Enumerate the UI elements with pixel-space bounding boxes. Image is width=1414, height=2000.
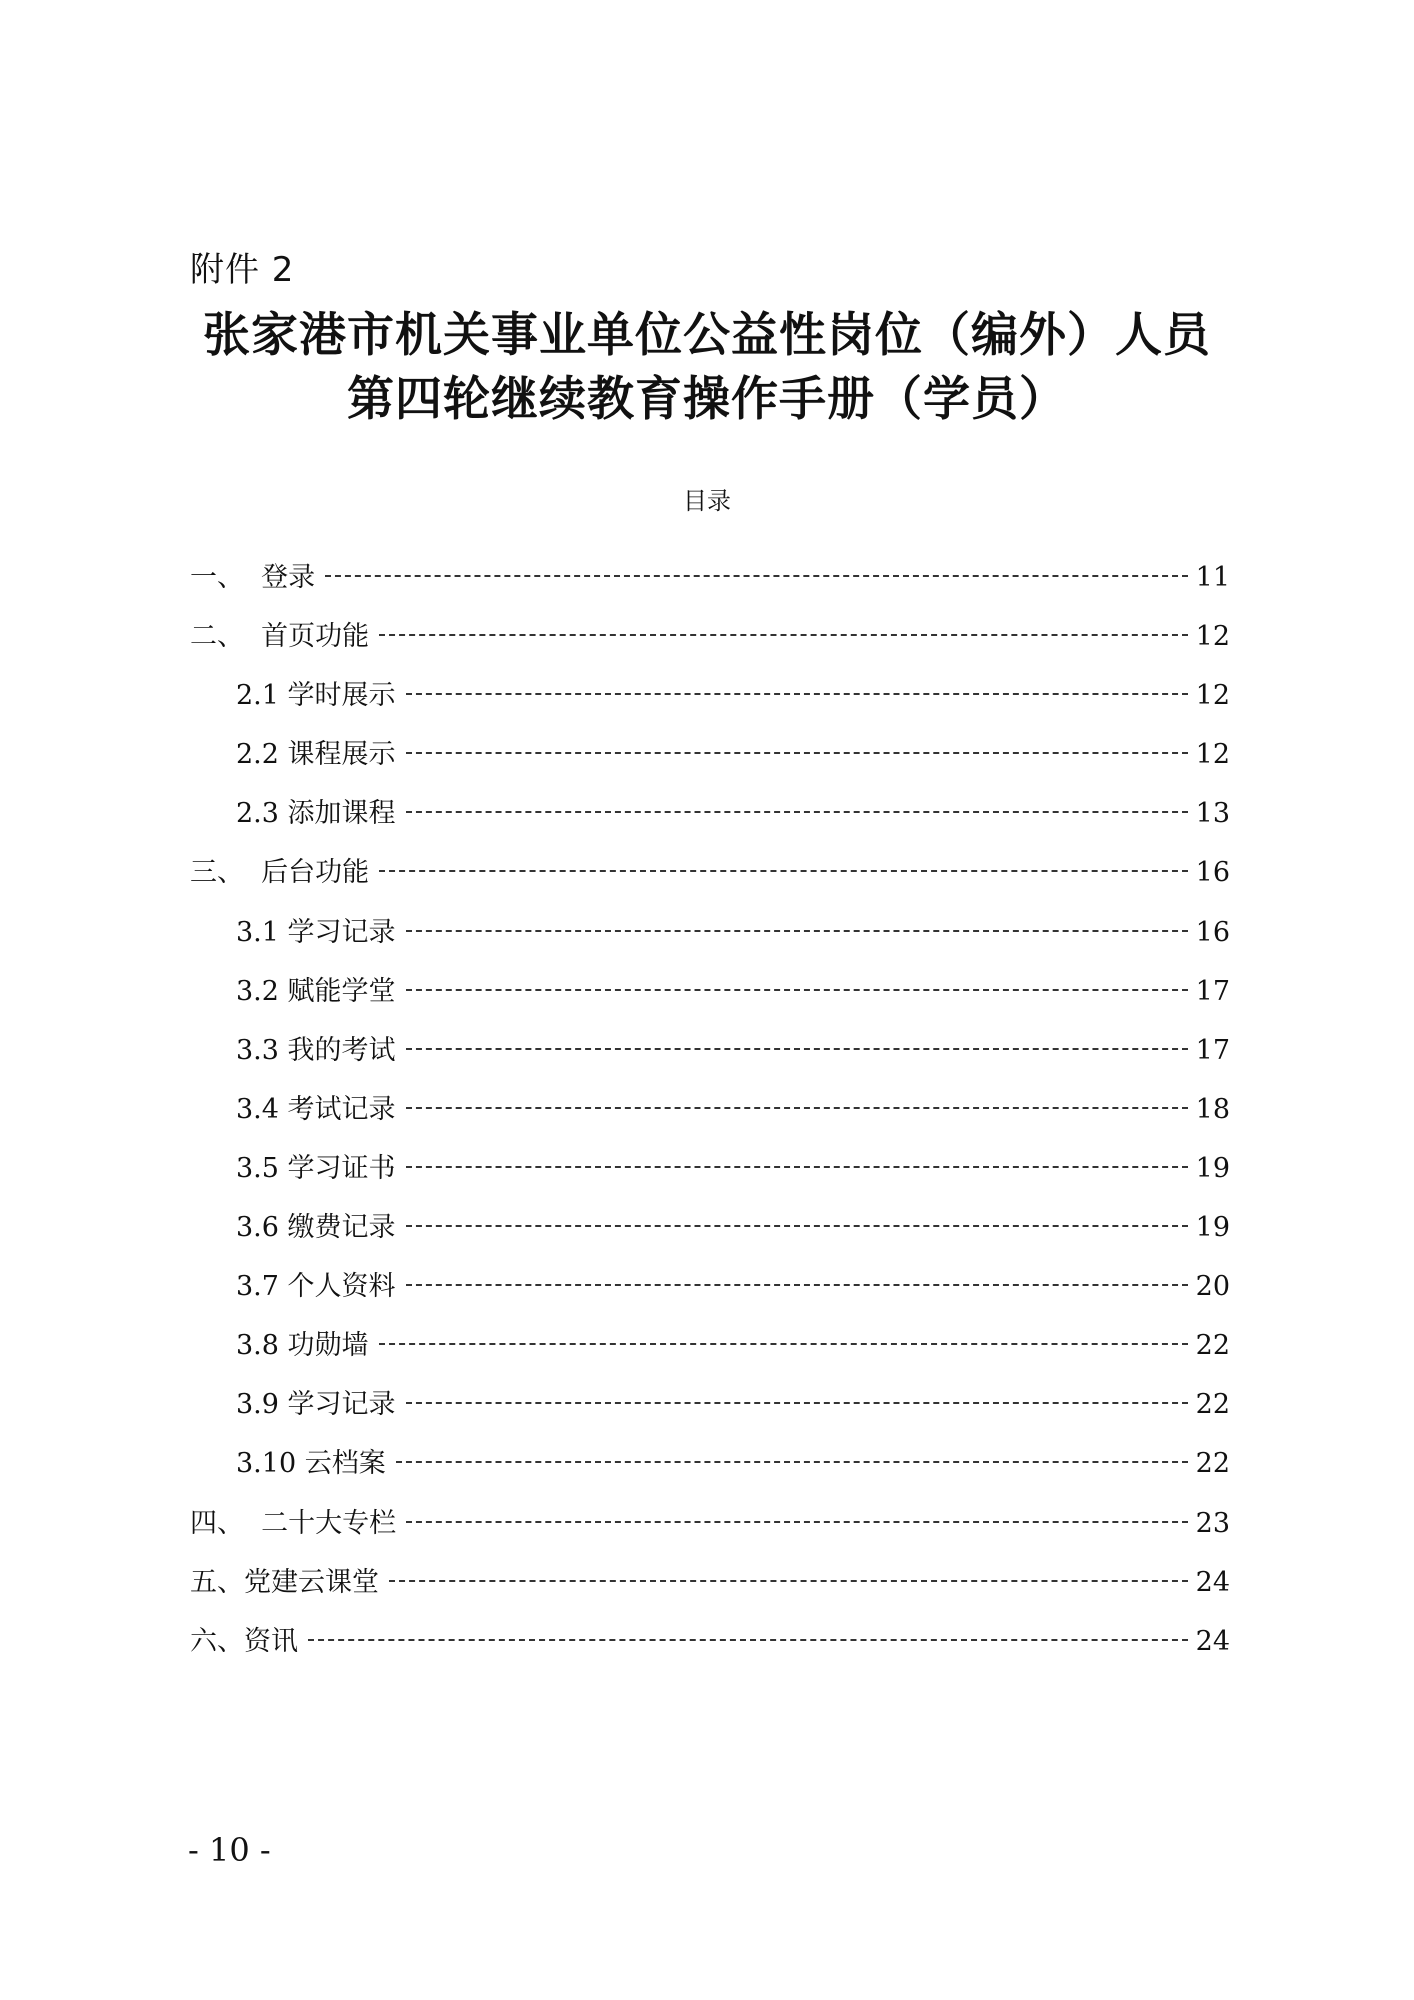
toc-dot-leader [406, 1048, 1188, 1050]
toc-entry[interactable] [190, 1387, 1230, 1446]
toc-entry[interactable] [190, 619, 1230, 678]
toc-dot-leader [389, 1580, 1188, 1582]
toc-entry-page: 22 [1195, 1330, 1230, 1362]
toc-entry-label: 3.1 学习记录 [236, 916, 396, 948]
toc-entry[interactable] [190, 1506, 1230, 1565]
toc-heading: 目录 [683, 487, 731, 515]
toc-entry-label: 2.2 课程展示 [236, 739, 396, 771]
toc-entry-label: 3.10 云档案 [236, 1448, 386, 1480]
toc-dot-leader [406, 1107, 1188, 1109]
toc-dot-leader [406, 1225, 1188, 1227]
toc-entry-page: 17 [1195, 975, 1230, 1007]
toc-entry-label: 2.3 添加课程 [236, 798, 396, 830]
toc-entry[interactable] [190, 1151, 1230, 1210]
toc-entry-label: 一、 登录 [190, 562, 316, 593]
toc-entry[interactable] [190, 1328, 1230, 1387]
toc-entry-page: 13 [1195, 798, 1230, 830]
toc-dot-leader [406, 1521, 1187, 1523]
toc-entry-page: 19 [1195, 1152, 1230, 1184]
toc-dot-leader [325, 575, 1187, 577]
toc-dot-leader [406, 1284, 1188, 1286]
toc-entry[interactable] [190, 737, 1230, 796]
toc-entry-page: 12 [1195, 680, 1230, 712]
toc-entry-page: 23 [1195, 1507, 1230, 1539]
toc-dot-leader [406, 1402, 1188, 1404]
toc-entry[interactable] [190, 678, 1230, 737]
toc-entry-label: 2.1 学时展示 [236, 680, 396, 712]
document-title-line-2: 第四轮继续教育操作手册（学员） [347, 372, 1067, 427]
toc-entry-label: 3.8 功勋墙 [236, 1330, 369, 1362]
toc-entry-label: 3.9 学习记录 [236, 1389, 396, 1421]
toc-entry-page: 12 [1195, 739, 1230, 771]
toc-dot-leader [406, 989, 1188, 991]
toc-dot-leader [379, 870, 1187, 872]
toc-entry-page: 20 [1195, 1271, 1230, 1303]
toc-dot-leader [406, 1166, 1188, 1168]
toc-entry-label: 3.2 赋能学堂 [236, 975, 396, 1007]
toc-dot-leader [406, 752, 1188, 754]
toc-entry-label: 三、 后台功能 [190, 857, 370, 889]
toc-entry-label: 五、党建云课堂 [190, 1566, 379, 1598]
toc-entry-label: 3.6 缴费记录 [236, 1212, 396, 1244]
toc-entry[interactable] [190, 560, 1230, 619]
toc-dot-leader [406, 693, 1188, 695]
toc-entry-label: 3.5 学习证书 [236, 1152, 396, 1184]
toc-entry[interactable] [190, 1033, 1230, 1092]
toc-entry-page: 22 [1195, 1389, 1230, 1421]
toc-entry-label: 3.4 考试记录 [236, 1093, 396, 1125]
toc-dot-leader [379, 634, 1187, 636]
toc-entry-label: 3.7 个人资料 [236, 1271, 396, 1303]
toc-entry-page: 11 [1195, 562, 1230, 593]
attachment-label: 附件 2 [190, 250, 295, 290]
toc-entry-label: 二、 首页功能 [190, 621, 370, 653]
toc-entry[interactable] [190, 1210, 1230, 1269]
toc-entry-page: 24 [1195, 1625, 1230, 1657]
toc-entry-page: 24 [1195, 1566, 1230, 1598]
toc-entry[interactable] [190, 974, 1230, 1033]
page-number: - 10 - [188, 1831, 271, 1869]
toc-dot-leader [308, 1639, 1188, 1641]
toc-entry-page: 16 [1195, 857, 1230, 889]
document-title-line-1: 张家港市机关事业单位公益性岗位（编外）人员 [203, 308, 1211, 363]
toc-entry-page: 17 [1195, 1034, 1230, 1066]
toc-entry-page: 12 [1195, 621, 1230, 653]
toc-entry[interactable] [190, 915, 1230, 974]
table-of-contents [190, 560, 1230, 1683]
toc-entry[interactable] [190, 1092, 1230, 1151]
toc-entry[interactable] [190, 1269, 1230, 1328]
toc-entry-label: 四、 二十大专栏 [190, 1507, 397, 1539]
toc-entry-label: 六、资讯 [190, 1625, 298, 1657]
toc-dot-leader [406, 811, 1188, 813]
toc-entry[interactable] [190, 796, 1230, 855]
toc-entry-page: 16 [1195, 916, 1230, 948]
toc-dot-leader [379, 1343, 1188, 1345]
toc-dot-leader [406, 930, 1188, 932]
toc-entry-label: 3.3 我的考试 [236, 1034, 396, 1066]
toc-entry[interactable] [190, 1624, 1230, 1683]
toc-entry-page: 18 [1195, 1093, 1230, 1125]
toc-entry-page: 19 [1195, 1212, 1230, 1244]
toc-entry[interactable] [190, 855, 1230, 914]
toc-entry-page: 22 [1195, 1448, 1230, 1480]
toc-entry[interactable] [190, 1565, 1230, 1624]
toc-entry[interactable] [190, 1446, 1230, 1505]
toc-dot-leader [396, 1461, 1188, 1463]
